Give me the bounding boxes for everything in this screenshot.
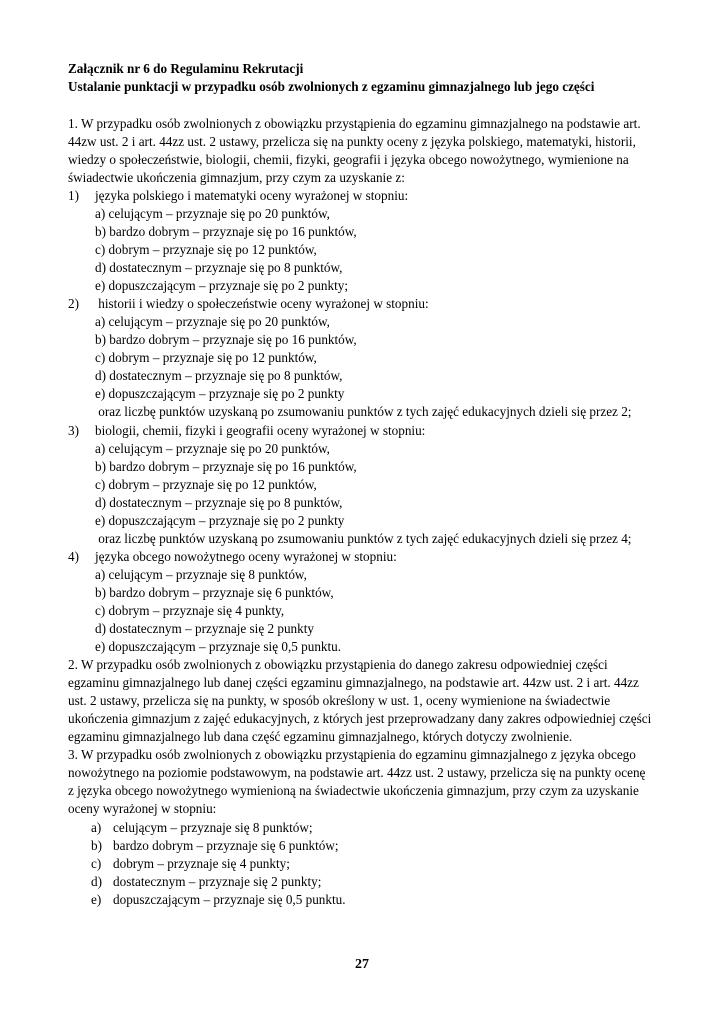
list-item: e) dopuszczającym – przyznaje się 0,5 punktu. bbox=[95, 639, 342, 654]
item-letter: d) bbox=[91, 874, 102, 889]
group-number: 1) bbox=[68, 188, 79, 203]
group-note: oraz liczbę punktów uzyskaną po zsumowaniu punktów z tych zajęć edukacyjnych dzieli się przez 4; bbox=[95, 531, 632, 546]
paragraph-line: oceny wyrażonej w stopniu: bbox=[68, 801, 217, 816]
list-group bbox=[68, 422, 426, 440]
item-letter: e) bbox=[91, 892, 102, 907]
group-number: 4) bbox=[68, 549, 79, 564]
list-item: b) bardzo dobrym – przyznaje się po 16 punktów, bbox=[95, 459, 357, 474]
item-text: dobrym – przyznaje się 4 punkty; bbox=[113, 856, 290, 871]
item-letter: b) bbox=[91, 838, 102, 853]
document-title: Załącznik nr 6 do Regulaminu Rekrutacji bbox=[68, 61, 304, 76]
paragraph-line: 1. W przypadku osób zwolnionych z obowiązku przystąpienia do egzaminu gimnazjalnego na podstawie art. bbox=[68, 116, 641, 131]
paragraph-line: wiedzy o społeczeństwie, biologii, chemii, fizyki, geografii i języka obcego nowożytnego, wymienione na bbox=[68, 152, 629, 167]
list-item: d) dostatecznym – przyznaje się po 8 punktów, bbox=[95, 368, 343, 383]
paragraph-line: 2. W przypadku osób zwolnionych z obowiązku przystąpienia do danego zakresu odpowiedniej części bbox=[68, 657, 608, 672]
paragraph-line: egzaminu gimnazjalnego lub danej części egzaminu gimnazjalnego, na podstawie art. 44zw ust. 2 i art. 44zz bbox=[68, 675, 639, 690]
item-text: bardzo dobrym – przyznaje się 6 punktów; bbox=[113, 838, 339, 853]
list-item: b) bardzo dobrym – przyznaje się 6 punktów, bbox=[95, 585, 334, 600]
paragraph-line: z języka obcego nowożytnego wymienioną na świadectwie ukończenia gimnazjum, przy czym za uzyskanie bbox=[68, 783, 639, 798]
list-item bbox=[91, 891, 346, 909]
paragraph-line: ukończenia gimnazjum z zajęć edukacyjnych, z których jest przeprowadzany dany zakres odpowiedniej części bbox=[68, 711, 652, 726]
item-text: dopuszczającym – przyznaje się 0,5 punktu. bbox=[113, 892, 346, 907]
list-item bbox=[91, 855, 290, 873]
list-item: b) bardzo dobrym – przyznaje się po 16 punktów, bbox=[95, 224, 357, 239]
item-letter: c) bbox=[91, 856, 102, 871]
list-item: e) dopuszczającym – przyznaje się po 2 punkty bbox=[95, 386, 345, 401]
group-label: języka obcego nowożytnego oceny wyrażonej w stopniu: bbox=[95, 549, 397, 564]
list-item: d) dostatecznym – przyznaje się po 8 punktów, bbox=[95, 495, 343, 510]
list-item: e) dopuszczającym – przyznaje się po 2 punkty bbox=[95, 513, 345, 528]
list-group bbox=[68, 187, 409, 205]
list-item: d) dostatecznym – przyznaje się 2 punkty bbox=[95, 621, 314, 636]
item-letter: a) bbox=[91, 820, 102, 835]
list-item: a) celującym – przyznaje się po 20 punktów, bbox=[95, 206, 330, 221]
paragraph-line: ust. 2 ustawy, przelicza się na punkty, w sposób określony w ust. 1, oceny wymienione na świadectwie bbox=[68, 693, 611, 708]
paragraph-line: świadectwie ukończenia gimnazjum, przy czym za uzyskanie z: bbox=[68, 170, 405, 185]
list-item: e) dopuszczającym – przyznaje się po 2 punkty; bbox=[95, 278, 349, 293]
group-label: biologii, chemii, fizyki i geografii oceny wyrażonej w stopniu: bbox=[95, 423, 426, 438]
group-number: 3) bbox=[68, 423, 79, 438]
list-item: a) celującym – przyznaje się po 20 punktów, bbox=[95, 314, 330, 329]
list-item bbox=[91, 837, 339, 855]
list-group bbox=[68, 295, 429, 313]
list-item: a) celującym – przyznaje się 8 punktów, bbox=[95, 567, 307, 582]
paragraph-line: 3. W przypadku osób zwolnionych z obowiązku przystąpienia do egzaminu gimnazjalnego z języka obcego bbox=[68, 747, 636, 762]
list-item: c) dobrym – przyznaje się po 12 punktów, bbox=[95, 350, 317, 365]
document-subtitle: Ustalanie punktacji w przypadku osób zwolnionych z egzaminu gimnazjalnego lub jego części bbox=[68, 79, 595, 94]
page-number: 27 bbox=[355, 957, 369, 972]
paragraph-line: egzaminu gimnazjalnego lub dana część egzaminu gimnazjalnego, których dotyczy zwolnienie. bbox=[68, 729, 573, 744]
paragraph-line: nowożytnego na poziomie podstawowym, na podstawie art. 44zz ust. 2 ustawy, przelicza się na punkty ocenę bbox=[68, 765, 646, 780]
list-group bbox=[68, 548, 397, 566]
item-text: dostatecznym – przyznaje się 2 punkty; bbox=[113, 874, 322, 889]
paragraph-line: 44zw ust. 2 i art. 44zz ust. 2 ustawy, przelicza się na punkty oceny z języka polskiego, matematyki, historii, bbox=[68, 134, 636, 149]
list-item: c) dobrym – przyznaje się po 12 punktów, bbox=[95, 242, 317, 257]
list-item: c) dobrym – przyznaje się 4 punkty, bbox=[95, 603, 285, 618]
list-item bbox=[91, 819, 313, 837]
item-text: celującym – przyznaje się 8 punktów; bbox=[113, 820, 313, 835]
group-number: 2) bbox=[68, 296, 79, 311]
group-note: oraz liczbę punktów uzyskaną po zsumowaniu punktów z tych zajęć edukacyjnych dzieli się przez 2; bbox=[95, 404, 632, 419]
list-item bbox=[91, 873, 322, 891]
list-item: d) dostatecznym – przyznaje się po 8 punktów, bbox=[95, 260, 343, 275]
group-label: historii i wiedzy o społeczeństwie oceny wyrażonej w stopniu: bbox=[95, 296, 429, 311]
list-item: c) dobrym – przyznaje się po 12 punktów, bbox=[95, 477, 317, 492]
group-label: języka polskiego i matematyki oceny wyrażonej w stopniu: bbox=[95, 188, 409, 203]
list-item: b) bardzo dobrym – przyznaje się po 16 punktów, bbox=[95, 332, 357, 347]
list-item: a) celującym – przyznaje się po 20 punktów, bbox=[95, 441, 330, 456]
